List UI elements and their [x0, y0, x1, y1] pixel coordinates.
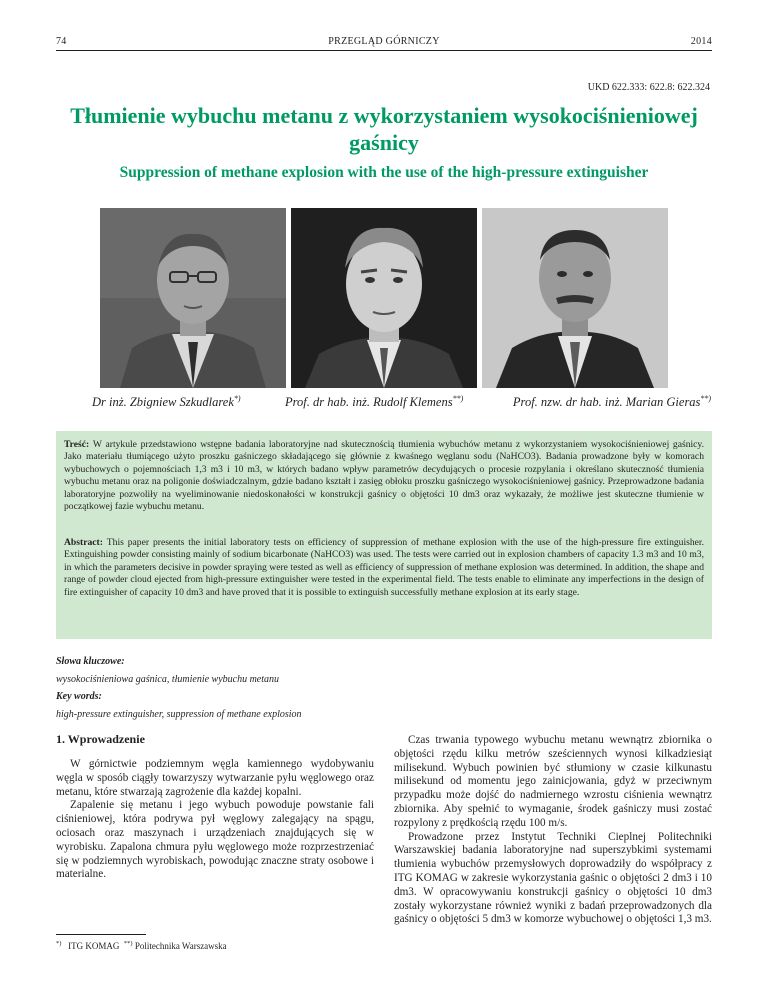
abstract-box [56, 431, 712, 639]
paragraph: W górnictwie podziemnym węgla kamiennego wydobywaniu węgla w sposób ciągły towarzyszy wytwarzanie pyłu węglowego oraz metanu, które stwarzają zagrożenie dla każdej kopalni. [56, 758, 374, 798]
header-rule [56, 50, 712, 51]
keywords-en-label: Key words: [56, 691, 102, 702]
portrait-photo-icon [291, 208, 477, 388]
footnote: *) ITG KOMAG **) Politechnika Warszawska [56, 940, 227, 951]
left-column [56, 758, 374, 882]
journal-name: PRZEGLĄD GÓRNICZY [328, 36, 440, 47]
paragraph: Zapalenie się metanu i jego wybuch powoduje powstanie fali ciśnieniowej, która podrywa pył węglowy zalegający na spągu, ociosach oraz maszynach i urządzeniach znajdujących się w wyrobisku. Zapalona chmura pyłu węglowego może rozprzestrzeniać się w podziemnych wyrobiskach, powodując znaczne straty osobowe i materialne. [56, 799, 374, 881]
keywords-pl: wysokociśnieniowa gaśnica, tłumienie wybuchu metanu [56, 674, 280, 685]
keywords-en: high-pressure extinguisher, suppression of methane explosion [56, 709, 302, 720]
footnote-rule [56, 934, 146, 935]
ukd-code: UKD 622.333: 622.8: 622.324 [587, 82, 710, 93]
author-photo-3 [482, 208, 668, 388]
author-photo-2 [291, 208, 477, 388]
right-column [394, 734, 712, 927]
portrait-photo-icon [482, 208, 668, 388]
article-title-en: Suppression of methane explosion with the use of the high-pressure extinguisher [119, 164, 649, 181]
abstract-en: Abstract: This paper presents the initial laboratory tests on efficiency of suppression of methane explosion with the use of the high-pressure fire extinguisher. Extinguishing powder consisting mainly of sodium bicarbonate (NaHCO3) was used. The tests were carried out in explosion chambers of capacity 1.3 m3 and 10 m3, in which the parameters decisive in powder spraying were tested as well as efficiency of suppression of methane explosion was determined. In addition, the shape and range of powder cloud ejected from high-pressure extinguisher were tested in the experimental field. The tests enable to eliminate any imperfections in the design of fire extinguisher of capacity 10 dm3 and have proved that it is possible to extinguish successfully methane explosion at its early stage. [64, 537, 704, 598]
paragraph: Czas trwania typowego wybuchu metanu wewnątrz zbiornika o objętości rzędu kilku metrów sześciennych wynosi kilkadziesiąt milisekund. Wybuch powinien być stłumiony w czasie kilkunastu milisekund od momentu jego zainicjowania, gdyż w przeciwnym przypadku może dojść do nadmiernego wzrostu ciśnienia wewnątrz zbiornika. Aby spełnić to wymaganie, środek gaśniczy musi zostać rozpylony z prędkością rzędu 100 m/s. [394, 734, 712, 829]
article-title-pl: Tłumienie wybuchu metanu z wykorzystaniem wysokociśnieniowej gaśnicy [70, 103, 698, 155]
section-heading: 1. Wprowadzenie [56, 732, 145, 746]
author-photo-1 [100, 208, 286, 388]
journal-year: 2014 [690, 36, 712, 47]
author-3: Prof. nzw. dr hab. inż. Marian Gieras**) [512, 394, 712, 410]
keywords-pl-label: Słowa kluczowe: [56, 656, 125, 667]
author-1: Dr inż. Zbigniew Szkudlarek*) [92, 394, 241, 410]
abstract-pl: Treść: W artykule przedstawiono wstępne badania laboratoryjne nad skutecznością tłumienia wybuchów metanu z wykorzystaniem wysokociśnieniowej gaśnicy. Jako materiału tłumiącego użyto proszku gaśniczego składającego się głównie z kwaśnego węglanu sodu (NaHCO3). Badania prowadzone były w komorach wybuchowych o pojemnościach 1,3 m3 i 10 m3, w których badano wpływ parametrów decydujących o procesie rozpylania i określano skuteczność tłumienia wybuchu metanu oraz na poligonie doświadczalnym, gdzie badano kształt i zasięg obłoku proszku gaśniczego wysokociśnieniowej gaśnicy. Przeprowadzone badania laboratoryjne pozwoliły na wyeliminowanie niedoskonałości w konstrukcji gaśnicy o objętości 10 dm3 oraz wykazały, że możliwe jest skuteczne tłumienie w początkowej fazie wybuchu metanu. [64, 439, 704, 513]
author-2: Prof. dr hab. inż. Rudolf Klemens**) [285, 394, 464, 410]
paragraph: Prowadzone przez Instytut Techniki Cieplnej Politechniki Warszawskiej badania laboratoryjne nad superszybkimi systemami tłumienia wybuchów przemysłowych doprowadziły do współpracy z ITG KOMAG w zakresie wykorzystania gaśnic o objętości 2 dm3 i 10 dm3. W opracowywaniu konstrukcji gaśnicy o objętości 10 dm3 zostały wykorzystane również wyniki z badań przeprowadzonych dla gaśnicy o objętości 5 dm3 w komorze wybuchowej o objętości 1,3 m3. [394, 830, 712, 926]
page-number: 74 [56, 36, 67, 47]
portrait-photo-icon [100, 208, 286, 388]
